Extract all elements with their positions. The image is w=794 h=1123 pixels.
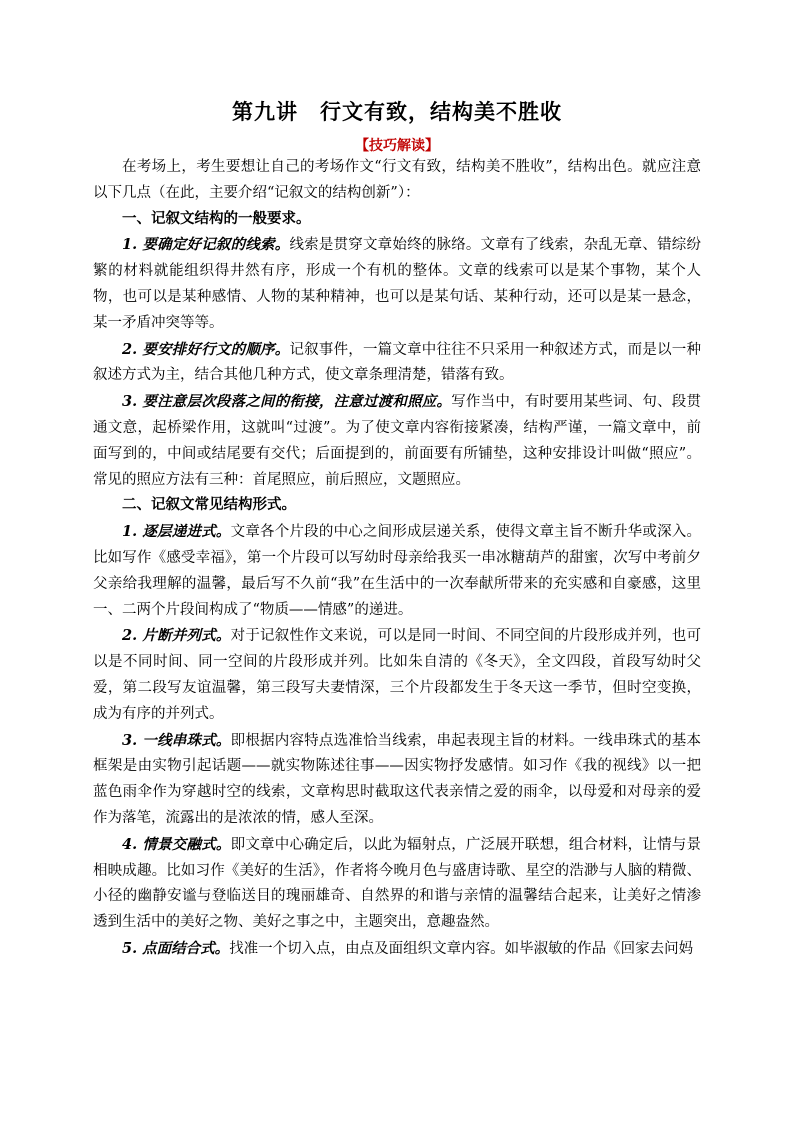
- section2-item-1: [93, 519, 701, 623]
- item-title: 3. 要注意层次段落之间的衔接，注意过渡和照应。: [122, 393, 452, 411]
- section-subtitle: 【技巧解读】: [355, 138, 439, 154]
- item-title: 5. 点面结合式。: [122, 939, 230, 957]
- section2-item-2: [93, 623, 701, 727]
- section2-item-5: [93, 936, 701, 963]
- document-body: [93, 155, 701, 963]
- item-title: 1. 要确定好记叙的线索。: [122, 236, 290, 254]
- section-heading-2: 二、记叙文常见结构形式。: [122, 497, 296, 514]
- item-text: 记叙事件，一篇文章中往往不只采用一种叙述方式，而是以一种叙述方式为主，结合其他几种方式，使文章条理清楚，错落有致。: [93, 341, 702, 384]
- section1-item-1: [93, 232, 701, 336]
- item-text: 即根据内容特点选准恰当线索，串起表现主旨的材料。一线串珠式的基本框架是由实物引起话题——就实物陈述往事——因实物抒发感情。如习作《我的视线》以一把蓝色雨伞作为穿越时空的线索，文章构思时截取这代表亲情之爱的雨伞，以母爱和对母亲的爱作为落笔，流露出的是浓浓的情，感人至深。: [93, 732, 701, 826]
- item-text: 写作当中，有时要用某些词、句、段贯通文意，起桥梁作用，这就叫“过渡”。为了使文章内容衔接紧凑，结构严谨，一篇文章中，前面写到的，中间或结尾要有交代；后面提到的，前面要有所铺垫，这种安排设计叫做“照应”。常见的照应方法有三种：首尾照应，前后照应，文题照应。: [93, 394, 702, 488]
- item-title: 4. 情景交融式。: [122, 835, 231, 853]
- item-text: 文章各个片段的中心之间形成层递关系，使得文章主旨不断升华或深入。比如写作《感受幸福》，第一个片段可以写幼时母亲给我买一串冰糖葫芦的甜蜜，次写中考前夕父亲给我理解的温馨，最后写不久前“我”在生活中的一次奉献所带来的充实感和自豪感，这里一、二两个片段间构成了“物质——情感”的递进。: [93, 524, 701, 618]
- item-title: 2. 片断并列式。: [122, 627, 231, 645]
- section1-item-3: [93, 389, 701, 493]
- section-heading-1: 一、记叙文结构的一般要求。: [122, 210, 311, 227]
- intro-paragraph: 在考场上，考生要想让自己的考场作文“行文有致，结构美不胜收”，结构出色。就应注意以下几点（在此，主要介绍“记叙文的结构创新”）：: [93, 159, 701, 201]
- item-text: 线索是贯穿文章始终的脉络。文章有了线索，杂乱无章、错综纷繁的材料就能组织得井然有序，形成一个有机的整体。文章的线索可以是某个事物，某个人物，也可以是某种感情、人物的某种精神，也可以是某句话、某种行动，还可以是某一悬念，某一矛盾冲突等等。: [93, 237, 702, 331]
- section2-item-4: [93, 832, 701, 936]
- item-text: 即文章中心确定后，以此为辐射点，广泛展开联想，组合材料，让情与景相映成趣。比如习作《美好的生活》，作者将今晚月色与盛唐诗歌、星空的浩渺与人脑的精微、小径的幽静安谧与登临送目的瑰丽雄奇、自然界的和谐与亲情的温馨结合起来，让美好之情渗透到生活中的美好之物、美好之事之中，主题突出，意趣盎然。: [93, 836, 701, 931]
- item-title: 2. 要安排好行文的顺序。: [122, 340, 290, 358]
- item-text: 找准一个切入点，由点及面组织文章内容。如毕淑敏的作品《回家去问妈: [229, 940, 694, 957]
- item-title: 1. 逐层递进式。: [122, 523, 231, 541]
- section2-item-3: [93, 728, 701, 832]
- section1-item-2: [93, 337, 701, 390]
- item-text: 对于记叙性作文来说，可以是同一时间、不同空间的片段形成并列，也可以是不同时间、同一空间的片段形成并列。比如朱自清的《冬天》，全文四段，首段写幼时父爱，第二段写友谊温馨，第三段写夫妻情深，三个片段都发生于冬天这一季节，但时空变换，成为有序的并列式。: [93, 628, 701, 722]
- document-title: 第九讲 行文有致，结构美不胜收: [232, 99, 562, 124]
- item-title: 3. 一线串珠式。: [122, 731, 231, 749]
